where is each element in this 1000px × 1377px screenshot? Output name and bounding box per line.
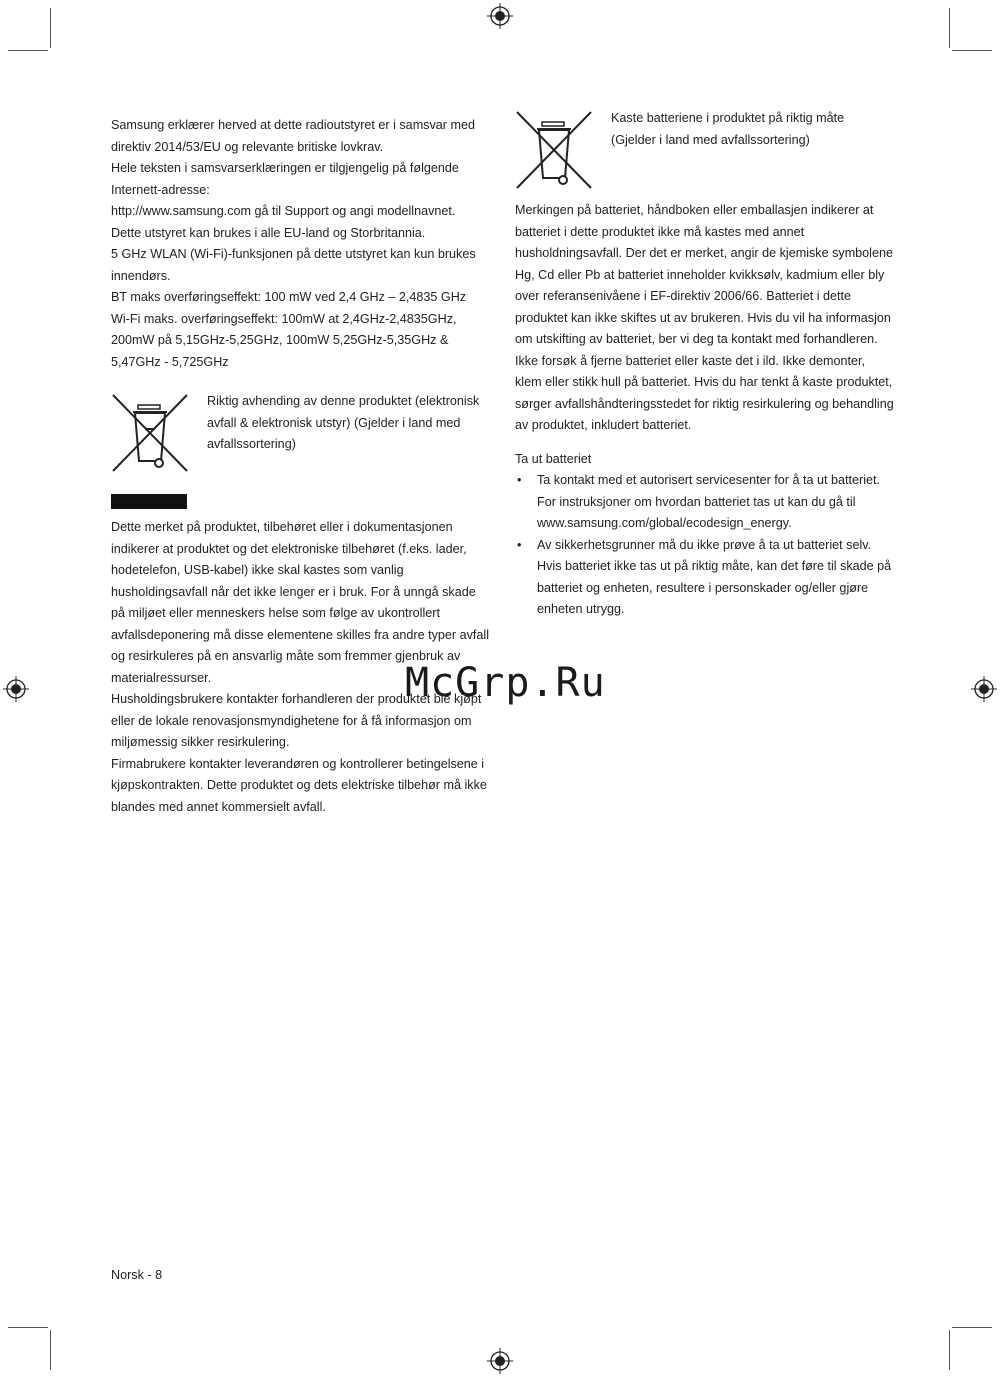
- list-item: • Av sikkerhetsgrunner må du ikke prøve å ta ut batteriet selv. Hvis batteriet ikke tas ut på riktig måte, kan det føre til skade på batteriet og enheten, resultere i personskader og/eller gjøre enheten utrygg.: [515, 535, 895, 621]
- right-column: [515, 200, 895, 621]
- bullet-list: [515, 470, 895, 621]
- section-heading: Ta ut batteriet: [515, 451, 592, 466]
- paragraph: 5 GHz WLAN (Wi-Fi)-funksjonen på dette utstyret kan kun brukes innendørs.: [111, 247, 476, 283]
- paragraph: Husholdingsbrukere kontakter forhandleren der produktet ble kjøpt eller de lokale renovasjonsmyndighetene for å få informasjon om miljømessig sikker resirkulering.: [111, 692, 482, 749]
- paragraph: Merkingen på batteriet, håndboken eller emballasjen indikerer at batteriet i dette produktet ikke må kastes med annet husholdningsavfall. Der det er merket, angir de kjemiske symbolene Hg, Cd eller Pb at batteriet inneholder kvikksølv, kadmium eller bly over referansenivåene i EF-direktiv 2006/66. Batteriet i dette produktet kan ikke skiftes ut av brukeren. Hvis du vil ha informasjon om utskifting av batteriet, ber vi deg ta kontakt med forhandleren. Ikke forsøk å fjerne batteriet eller kaste det i ild. Ikke demonter, klem eller stikk hull på batteriet. Hvis du har tenkt å kaste produktet, sørger avfallshåndteringsstedet for riktig resirkulering og behandling av produktet, inkludert batteriet.: [515, 203, 894, 432]
- list-item: • Ta kontakt med et autorisert servicesenter for å ta ut batteriet. For instruksjoner om hvordan batteriet tas ut kan du gå til www.samsung.com/global/ecodesign_energy.: [515, 470, 895, 535]
- paragraph: Firmabrukere kontakter leverandøren og kontrollerer betingelsene i kjøpskontrakten. Dette produktet og dets elektriske tilbehør må ikke blandes med annet kommersielt avfall.: [111, 756, 487, 814]
- registration-mark-icon: [3, 676, 29, 702]
- paragraph: http://www.samsung.com gå til Support og angi modellnavnet.: [111, 204, 456, 218]
- crop-mark: [8, 50, 48, 51]
- paragraph: Hele teksten i samsvarserklæringen er tilgjengelig på følgende Internett-adresse:: [111, 161, 459, 197]
- battery-heading: Kaste batteriene i produktet på riktig måte (Gjelder i land med avfallssortering): [611, 111, 845, 147]
- crossed-out-bin-icon: [111, 393, 189, 473]
- crop-mark: [952, 50, 992, 51]
- battery-notice: [515, 108, 895, 198]
- crop-mark: [8, 1327, 48, 1328]
- page-footer: Norsk - 8: [111, 1268, 163, 1282]
- crop-mark: [50, 8, 51, 48]
- paragraph: Dette merket på produktet, tilbehøret eller i dokumentasjonen indikerer at produktet og det elektroniske tilbehøret (f.eks. lader, hodetelefon, USB-kabel) ikke skal kastes som vanlig husholdingsavfall når det ikke lenger er i bruk. For å unngå skade på miljøet eller menneskers helse som følge av ukontrollert avfallsdeponering må disse elementene skilles fra andre typer avfall og resirkuleres på en ansvarlig måte som fremmer gjenbruk av materialressurser.: [111, 520, 490, 685]
- crossed-out-bin-icon: [515, 110, 593, 190]
- paragraph: Dette utstyret kan brukes i alle EU-land og Storbritannia.: [111, 225, 426, 240]
- paragraph: BT maks overføringseffekt: 100 mW ved 2,4 GHz – 2,4835 GHz: [111, 290, 467, 304]
- crop-mark: [952, 1327, 992, 1328]
- weee-notice: [111, 391, 491, 521]
- left-column: [111, 115, 491, 818]
- registration-mark-icon: [487, 3, 513, 29]
- crop-mark: [50, 1330, 51, 1370]
- watermark: McGrp.Ru: [405, 660, 606, 706]
- paragraph: Wi-Fi maks. overføringseffekt: 100mW at 2,4GHz-2,4835GHz, 200mW på 5,15GHz-5,25GHz, 100mW 5,25GHz-5,35GHz & 5,47GHz - 5,725GHz: [111, 311, 457, 369]
- weee-heading: Riktig avhending av denne produktet (elektronisk avfall & elektronisk utstyr) (Gjelder i land med avfallssortering): [207, 394, 480, 451]
- registration-mark-icon: [971, 676, 997, 702]
- paragraph: Samsung erklærer herved at dette radioutstyret er i samsvar med direktiv 2014/53/EU og relevante britiske lovkrav.: [111, 118, 475, 154]
- crop-mark: [949, 1330, 950, 1370]
- registration-mark-icon: [487, 1348, 513, 1374]
- crop-mark: [949, 8, 950, 48]
- black-bar: [111, 494, 187, 509]
